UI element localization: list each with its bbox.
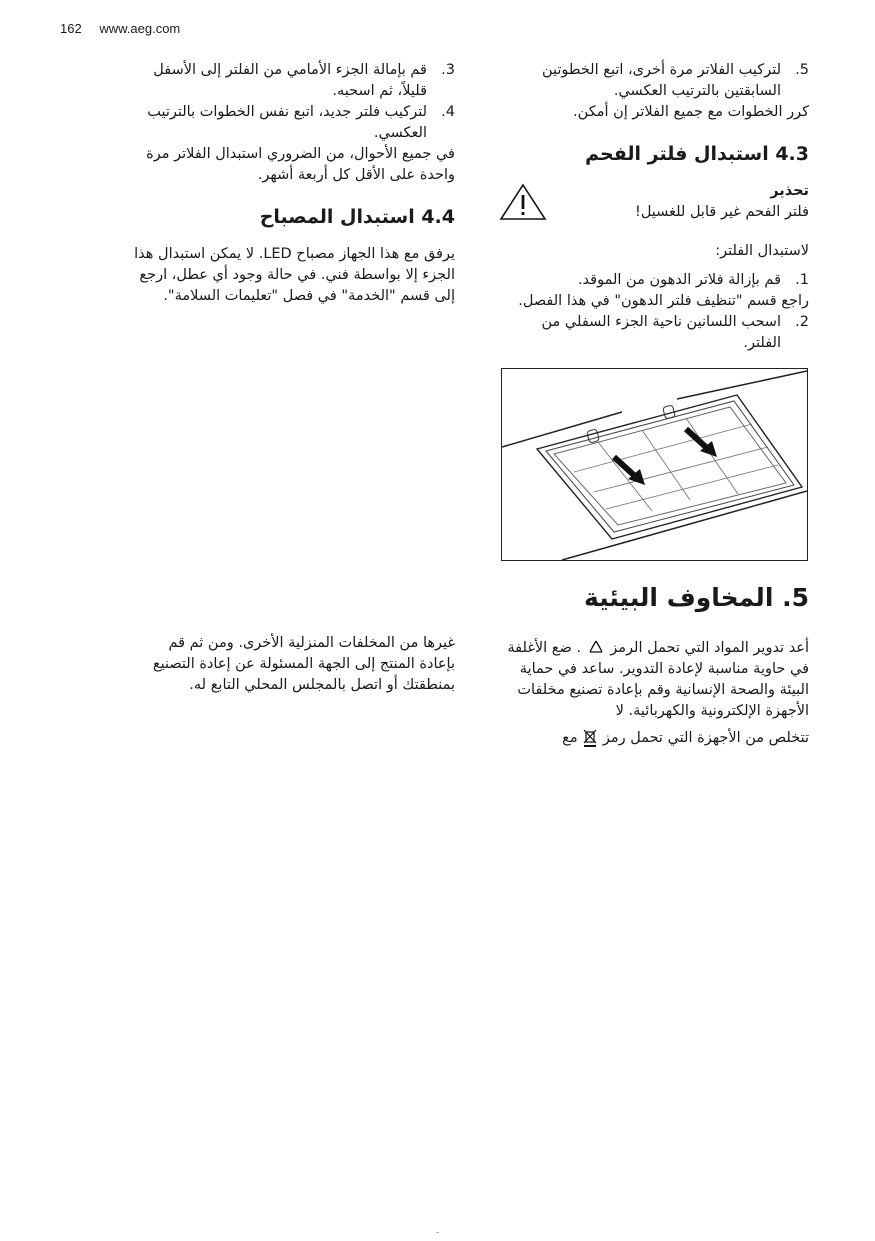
repeat-note: كرر الخطوات مع جميع الفلاتر إن أمكن. [573, 104, 809, 120]
step-number: 4. [441, 104, 455, 120]
step-text: اسحب اللسانين ناحية الجزء السفلي من الفلتر. [541, 314, 781, 351]
step-1-note: راجع قسم "تنظيف فلتر الدهون" في هذا الفصل. [518, 293, 809, 309]
warning-title: تحذير [770, 183, 809, 199]
section-4-3-title: 4.3 استبدال فلتر الفحم [585, 143, 809, 165]
step-number: 2. [795, 314, 809, 330]
env-text-c: تتخلص من الأجهزة التي تحمل رمز [602, 730, 809, 746]
interval-note: في جميع الأحوال، من الضروري استبدال الفلاتر مرة واحدة على الأقل كل أربعة أشهر. [146, 146, 455, 183]
website-link[interactable]: www.aeg.com [99, 21, 181, 36]
env-text-a: أعد تدوير المواد التي تحمل الرمز [610, 640, 809, 656]
crossed-bin-icon [582, 728, 598, 748]
step-number: 1. [795, 272, 809, 288]
section-5-title: 5. المخاوف البيئية [584, 583, 809, 612]
step-2 [497, 312, 809, 354]
warning-text: فلتر الفحم غير قابل للغسيل! [635, 204, 809, 220]
environment-text-right [493, 638, 809, 749]
step-text: قم بإزالة فلاتر الدهون من الموقد. [577, 272, 781, 288]
warning-box [497, 181, 809, 223]
env-text-b: . ضع الأغلفة في حاوية مناسبة لإعادة التدوير. ساعد في حماية البيئة والصحة الإنسانية وقم بإعادة تصنيع مخلفات الأجهزة الإلكترونية والكهربائية. لا [507, 640, 809, 719]
warning-triangle-icon [497, 182, 549, 222]
environment-text-left: غيرها من المخلفات المنزلية الأخرى. ومن ثم قم بإعادة المنتج إلى الجهة المسئولة عن إعادة التصنيع بمنطقتك أو اتصل بالمجلس المحلي التابع له. [152, 635, 455, 693]
step-3 [133, 60, 455, 102]
page-header [60, 21, 194, 36]
step-5 [497, 60, 809, 102]
env-text-d: مع [562, 730, 578, 746]
filter-diagram [502, 369, 807, 560]
step-text: قم بإمالة الجزء الأمامي من الفلتر إلى الأسفل قليلاً، ثم اسحبه. [153, 62, 427, 99]
step-4 [133, 102, 455, 144]
step-1 [497, 270, 809, 291]
step-number: 3. [441, 62, 455, 78]
recycle-icon [586, 638, 606, 658]
replace-intro: لاستبدال الفلتر: [715, 243, 809, 259]
left-column [133, 60, 455, 307]
section-4-4-title: 4.4 استبدال المصباح [259, 206, 455, 228]
filter-removal-illustration [501, 368, 808, 561]
right-column [497, 60, 809, 354]
step-number: 5. [795, 62, 809, 78]
lamp-text: يرفق مع هذا الجهاز مصباح LED. لا يمكن استبدال هذا الجزء إلا بواسطة فني. في حالة وجود أي عطل، ارجع إلى قسم "الخدمة" في فصل "تعليمات السلامة". [134, 246, 455, 304]
step-text: لتركيب الفلاتر مرة أخرى، اتبع الخطوتين السابقتين بالترتيب العكسي. [541, 62, 781, 99]
step-text: لتركيب فلتر جديد، اتبع نفس الخطوات بالترتيب العكسي. [147, 104, 427, 141]
page-number: 162 [60, 21, 82, 36]
footer-mark [436, 1232, 439, 1233]
